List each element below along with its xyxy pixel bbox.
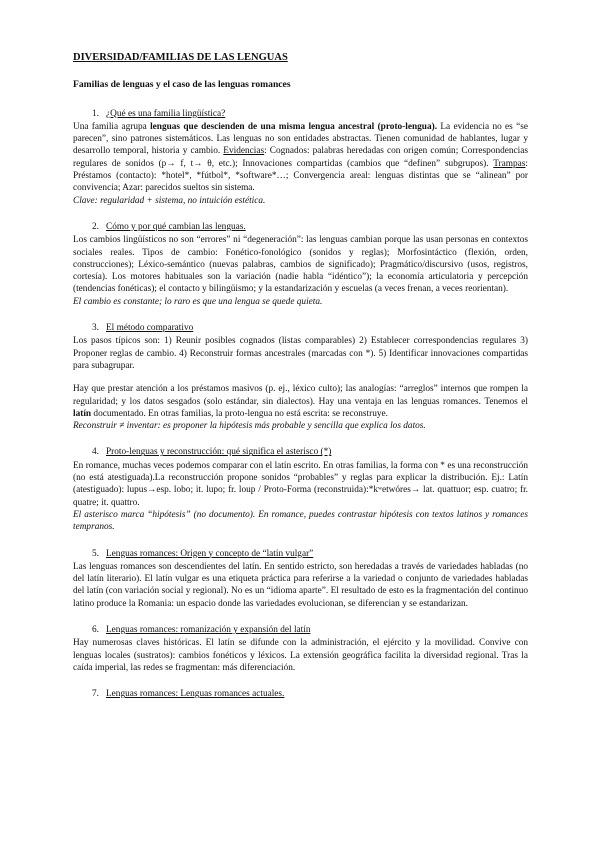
section-3-paragraph: Los pasos típicos son: 1) Reunir posibles cognados (listas comparables) 2) Establecer correspondencias regulares 3) Proponer reglas de cambio. 4) Reconstruir formas ancestrales (marcadas con *). 5) Identificar innovaciones compartidas para subagrupar. (73, 336, 528, 371)
text-run: documentado. En otras familias, la proto-lengua no está escrita: se reconstruye. (91, 408, 388, 419)
section-2-paragraph: Los cambios lingüísticos no son “errores” ni “degeneración”: las lenguas cambian porque las usan personas en contextos sociales reales. Tipos de cambio: Fonético-fonológico (sonidos y reglas); Morfosintáctico (flexión, orden, construcciones); Léxico-semántico (nuevas palabras, cambios de significado); Pragmático/discursivo (usos, registros, cortesía). Los motores habituales son la variación (nadie habla “idéntico”); la economía articulatoria y percepción (tendencias fonéticas); el contacto y bilingüismo; y la estandarización y escuelas (a veces frenan, a veces reorientan). (73, 235, 528, 295)
section-number: 1. (92, 108, 99, 119)
text-run: La evidencia no es “se parecen”, sino patrones sistemáticos. Las lenguas no son entidades abstractas. Tienen comunidad de hablantes, lugar y desarrollo temporal, historia y cambio. (73, 121, 528, 157)
section-number: 7. (92, 689, 99, 700)
bold-text: latín (73, 408, 92, 419)
section-title: ¿Qué es una familia lingüística? (106, 108, 226, 119)
section-3-heading (92, 322, 528, 334)
document-page (73, 52, 528, 701)
section-title: Lenguas romances: Lenguas romances actuales. (106, 689, 285, 700)
section-number: 3. (92, 323, 99, 334)
section-title: Cómo y por qué cambian las lenguas. (106, 221, 246, 232)
bold-text: lenguas que descienden de una misma lengua ancestral (proto-lengua). (150, 121, 438, 132)
section-1-heading (92, 108, 528, 120)
section-1-paragraph (73, 121, 528, 195)
section-4-heading (92, 446, 528, 458)
text-run: Hay que prestar atención a los préstamos masivos (p. ej., léxico culto); las analogías: “arreglos” internos que rompen la regularidad; y los datos sesgados (solo estándar, sin dialectos). Hay una ventaja en las lenguas romances. Tenemos el (73, 384, 528, 407)
section-number: 5. (92, 548, 99, 559)
text-run: : Cognados: palabras heredadas con origen común; Correspondencias regulares de sonidos (p→ f, t→ θ, etc.); Innovaciones compartidas (cambios que “definen” subgrupos). (73, 146, 528, 169)
text-run: Una familia agrupa (73, 121, 151, 132)
section-title: Lenguas romances: Origen y concepto de “latín vulgar” (106, 548, 314, 559)
section-6-heading (92, 624, 528, 636)
section-2-note: El cambio es constante; lo raro es que una lengua se quede quieta. (73, 296, 323, 307)
section-5-heading (92, 548, 528, 560)
section-6-paragraph: Hay numerosas claves históricas. El latín se difunde con la administración, el ejército y la movilidad. Convive con lenguas locales (sustratos): cambios fonéticos y léxicos. La extensión geográfica facilita la diversidad regional. Tras la caída imperial, las redes se fragmentan: más diferenciación. (73, 638, 528, 673)
section-title: Lenguas romances: romanización y expansión del latín (106, 624, 311, 635)
section-1-note: Clave: regularidad + sistema, no intuición estética. (73, 195, 266, 206)
section-4-paragraph: En romance, muchas veces podemos comparar con el latín escrito. En otras familias, la forma con * es una reconstrucción (no está atestiguada).La reconstrucción propone sonidos “probables” y reglas para explicar la distribución. Ej.: Latín (atestiguado): lupus→esp. lobo; it. lupo; fr. loup / Proto-Forma (reconstruida):*kʷetwóres→ lat. quattuor; esp. cuatro; fr. quatre; it. quattro. (73, 460, 528, 508)
underlined-text: Trampas (493, 158, 526, 169)
section-title: Proto-lenguas y reconstrucción: qué significa el asterisco (*) (106, 447, 332, 458)
section-2-heading (92, 221, 528, 233)
document-subtitle: Familias de lenguas y el caso de las lenguas romances (73, 79, 291, 91)
section-number: 6. (92, 624, 99, 635)
text-run: : Préstamos (contacto): *hotel*, *fútbol*, *software*…; Convergencia areal: lenguas distintas que se “alinean” por convivencia; Azar: parecidos sueltos sin sistema. (73, 158, 528, 194)
document-title: DIVERSIDAD/FAMILIAS DE LAS LENGUAS (73, 52, 288, 63)
section-number: 2. (92, 221, 99, 232)
section-5-paragraph: Las lenguas romances son descendientes del latín. En sentido estricto, son heredadas a través de variedades habladas (no del latín literario). El latín vulgar es una etiqueta práctica para referirse a la variedad o conjunto de variedades habladas del latín (con variación social y regional). No es un “idioma aparte”. El resultado de esto es la fragmentación del continuo latino produce la Romania: un espacio donde las variedades evolucionan, se diferencian y se estandarizan. (73, 561, 528, 609)
section-3-paragraph-2 (73, 383, 528, 420)
section-number: 4. (92, 447, 99, 458)
underlined-text: Evidencias (223, 146, 265, 157)
section-4-note: El asterisco marca “hipótesis” (no documento). En romance, puedes contrastar hipótesis con textos latinos y romances tempranos. (73, 509, 528, 533)
section-title: El método comparativo (106, 323, 194, 334)
section-3-note: Reconstruir ≠ inventar: es proponer la hipótesis más probable y sencilla que explica los datos. (73, 421, 426, 432)
section-7-heading (92, 688, 528, 700)
